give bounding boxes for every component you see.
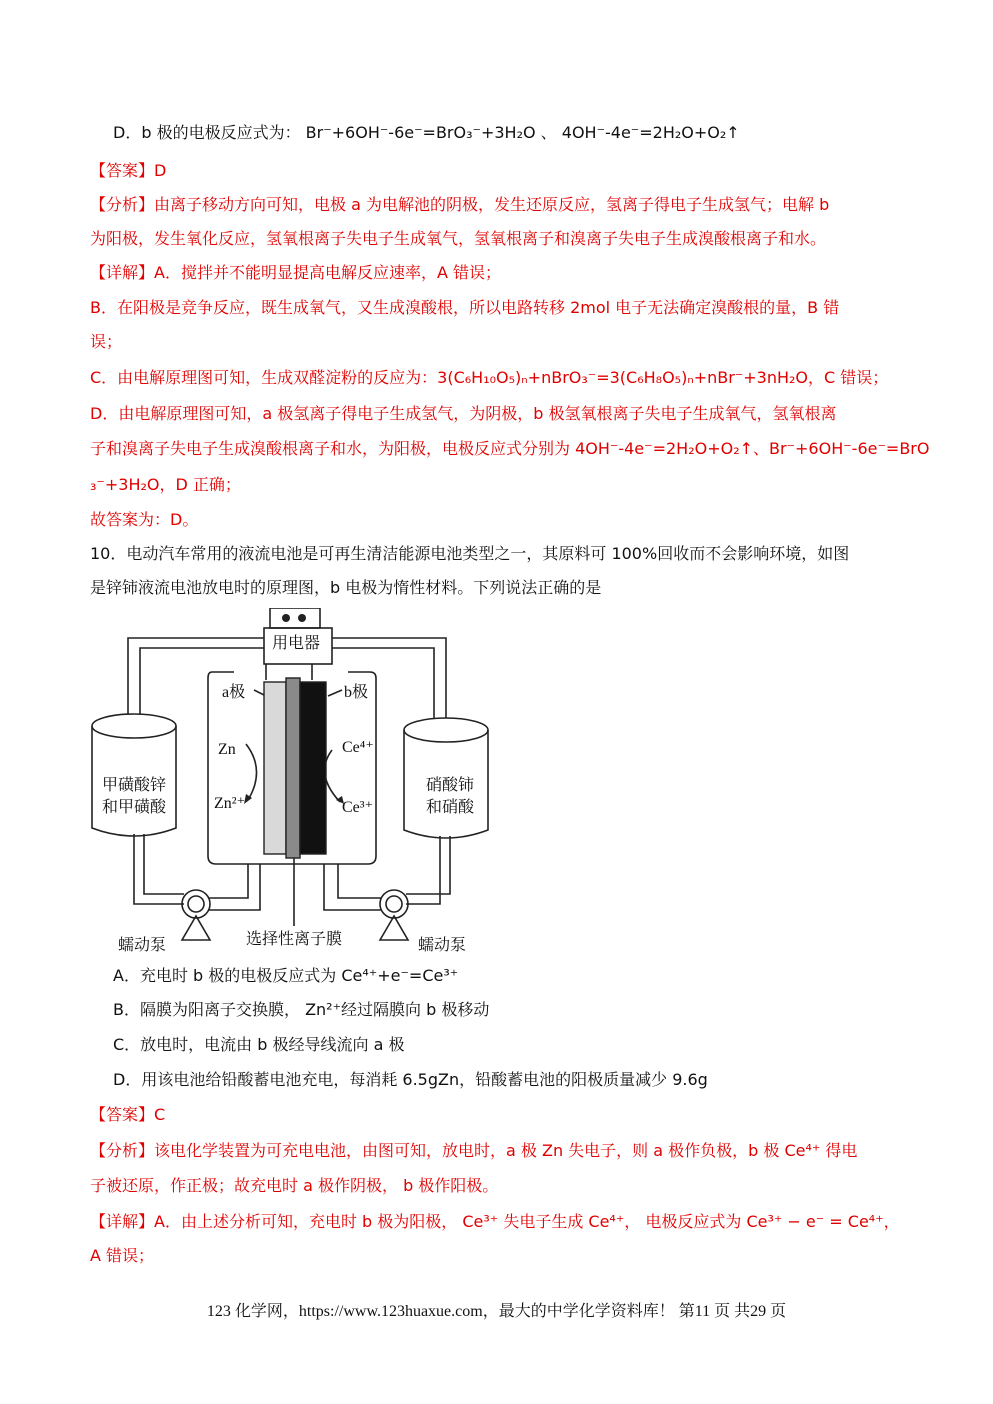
pump-left-label: 蠕动泵 [118, 937, 167, 954]
detail-b2: 误； [90, 332, 123, 351]
question-10a: 10．电动汽车常用的液流电池是可再生清洁能源电池类型之一，其原料可 100%回收而不会影响环境，如图 [90, 544, 850, 563]
detail-b1: B．在阳极是竞争反应，既生成氧气，又生成溴酸根，所以电路转移 2mol 电子无法确定溴酸根的量，B 错 [90, 298, 840, 317]
page-footer: 123 化学网，https://www.123huaxue.com，最大的中学化学资料库！ 第11 页 共29 页 [206, 1303, 787, 1320]
ce3-label: Ce³⁺ [342, 799, 374, 816]
analysis-2b: 子被还原，作正极；故充电时 a 极作阴极， b 极作阳极。 [90, 1176, 499, 1195]
conclusion: 故答案为：D。 [90, 510, 199, 529]
detail-d3: ₃⁻+3H₂O，D 正确； [90, 475, 241, 494]
zn2-label: Zn²⁺ [214, 795, 246, 812]
line-d-prev: D．b 极的电极反应式为： Br⁻+6OH⁻-6e⁻=BrO₃⁻+3H₂O 、 4OH⁻-4e⁻=2H₂O+O₂↑ [113, 123, 740, 142]
membrane-label: 选择性离子膜 [246, 931, 343, 948]
detail-2b: A 错误； [90, 1246, 155, 1265]
detail-c: C．由电解原理图可知，生成双醛淀粉的反应为：3(C₆H₁₀O₅)ₙ+nBrO₃⁻=3(C₆H₈O₅)ₙ+nBr⁻+3nH₂O，C 错误； [90, 368, 889, 387]
pump-right-label: 蠕动泵 [418, 937, 467, 954]
answer-1: 【答案】D [90, 161, 167, 180]
analysis-2a: 【分析】该电化学装置为可充电电池，由图可知，放电时，a 极 Zn 失电子，则 a 极作负极，b 极 Ce⁴⁺ 得电 [90, 1141, 858, 1160]
detail-d1: D．由电解原理图可知，a 极氢离子得电子生成氢气，为阴极，b 极氢氧根离子失电子生成氧气，氢氧根离 [90, 404, 837, 423]
b-pole-label: b极 [344, 684, 369, 701]
right-tank-label-2: 和硝酸 [426, 799, 475, 816]
detail-1: 【详解】A．搅拌并不能明显提高电解反应速率，A 错误； [90, 263, 501, 282]
option-c: C．放电时，电流由 b 极经导线流向 a 极 [113, 1035, 405, 1054]
left-tank-label-1: 甲磺酸锌 [102, 777, 167, 794]
detail-d2: 子和溴离子失电子生成溴酸根离子和水，为阳极，电极反应式分别为 4OH⁻-4e⁻=2H₂O+O₂↑、Br⁻+6OH⁻-6e⁻=BrO [90, 439, 930, 458]
ce4-label: Ce⁴⁺ [342, 739, 374, 756]
a-pole-label: a极 [222, 684, 246, 701]
right-tank-label-1: 硝酸铈 [426, 777, 475, 794]
analysis-1b: 为阳极，发生氧化反应，氢氧根离子失电子生成氧气，氢氧根离子和溴离子失电子生成溴酸根离子和水。 [90, 229, 827, 248]
detail-2a: 【详解】A．由上述分析可知，充电时 b 极为阳极， Ce³⁺ 失电子生成 Ce⁴⁺， 电极反应式为 Ce³⁺ − e⁻ = Ce⁴⁺， [90, 1212, 900, 1231]
option-a: A．充电时 b 极的电极反应式为 Ce⁴⁺+e⁻=Ce³⁺ [113, 966, 459, 985]
flow-battery-diagram [88, 608, 508, 958]
option-d: D．用该电池给铅酸蓄电池充电，每消耗 6.5gZn，铅酸蓄电池的阳极质量减少 9.6g [113, 1070, 708, 1089]
analysis-1a: 【分析】由离子移动方向可知，电极 a 为电解池的阴极，发生还原反应，氢离子得电子生成氢气；电解 b [90, 195, 830, 214]
option-b: B．隔膜为阳离子交换膜， Zn²⁺经过隔膜向 b 极移动 [113, 1000, 490, 1019]
question-10b: 是锌铈液流电池放电时的原理图，b 电极为惰性材料。下列说法正确的是 [90, 578, 602, 597]
device-label: 用电器 [272, 635, 321, 652]
left-tank-label-2: 和甲磺酸 [102, 799, 167, 816]
answer-2: 【答案】C [90, 1105, 166, 1124]
zn-label: Zn [218, 741, 236, 758]
